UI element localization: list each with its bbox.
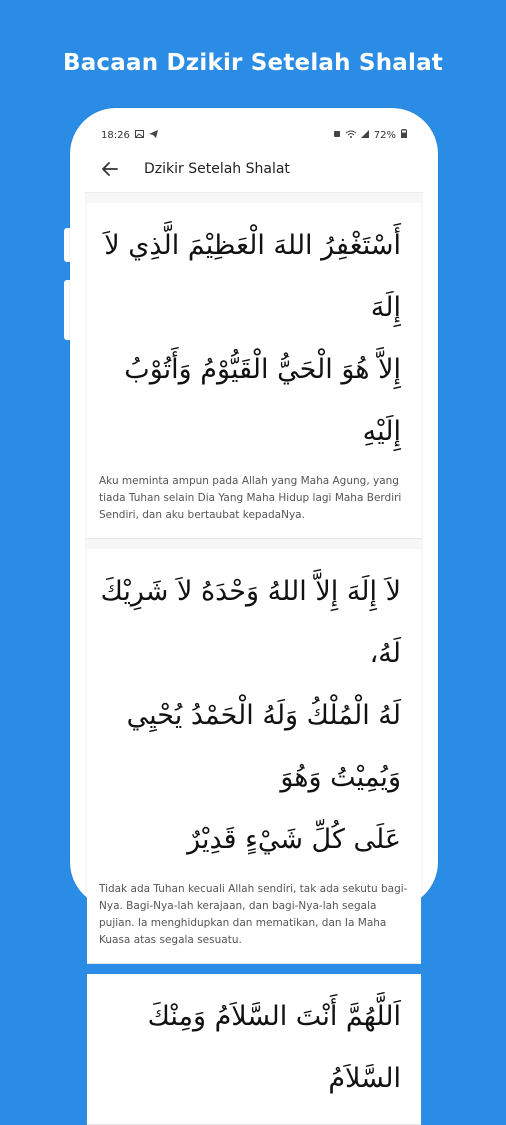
translation-text: Tidak ada Tuhan kecuali Allah sendiri, tak ada sekutu bagi-Nya. Bagi-Nya-lah kerajaan, dan bagi-Nya-lah segala pujian. Ia menghidupkan dan mematikan, dan Ia Maha Kuasa atas segala sesuatu. bbox=[99, 883, 408, 946]
status-right bbox=[333, 129, 407, 141]
arabic-text bbox=[99, 215, 409, 463]
arabic-line: لاَ إِلَهَ إِلاَّ اللهُ وَحْدَهُ لاَ شَرِيْكَ لَهُ، bbox=[100, 576, 401, 669]
alarm-icon bbox=[333, 130, 341, 141]
status-bar bbox=[85, 124, 423, 146]
arabic-text bbox=[99, 561, 409, 871]
arrow-left-icon[interactable] bbox=[101, 160, 119, 178]
promo-title: Bacaan Dzikir Setelah Shalat bbox=[62, 50, 443, 76]
gallery-icon bbox=[135, 130, 144, 141]
battery-icon bbox=[401, 129, 407, 141]
page-title: Dzikir Setelah Shalat bbox=[144, 161, 290, 177]
arabic-line: إِلاَّ هُوَ الْحَيُّ الْقَيُّوْمُ وَأَتُوْبُ إِلَيْهِ bbox=[124, 354, 401, 447]
wifi-icon bbox=[346, 130, 356, 141]
arabic-line: عَلَى كُلِّ شَيْءٍ قَدِيْرٌ bbox=[187, 824, 401, 855]
signal-icon bbox=[361, 130, 369, 141]
telegram-icon bbox=[149, 130, 158, 141]
app-bar bbox=[85, 146, 423, 193]
dzikir-card bbox=[87, 974, 421, 1125]
status-time: 18:26 bbox=[101, 129, 130, 141]
dzikir-card bbox=[87, 549, 421, 964]
dzikir-card bbox=[87, 203, 421, 539]
arabic-line: أَسْتَغْفِرُ اللهَ الْعَظِيْمَ الَّذِي لاَ إِلَهَ bbox=[104, 230, 401, 323]
arabic-line: اَللَّهُمَّ أَنْتَ السَّلاَمُ وَمِنْكَ السَّلاَمُ bbox=[147, 1001, 401, 1094]
arabic-text bbox=[99, 986, 409, 1110]
battery-percent: 72% bbox=[373, 129, 396, 141]
status-left bbox=[101, 130, 158, 141]
translation-text: Aku meminta ampun pada Allah yang Maha Agung, yang tiada Tuhan selain Dia Yang Maha Hidup lagi Maha Berdiri Sendiri, dan aku bertaubat kepadaNya. bbox=[99, 475, 402, 521]
app-screen bbox=[85, 124, 423, 1094]
arabic-line: لَهُ الْمُلْكُ وَلَهُ الْحَمْدُ يُحْيِي وَيُمِيْتُ وَهُوَ bbox=[126, 700, 401, 793]
phone-frame bbox=[70, 108, 438, 1094]
